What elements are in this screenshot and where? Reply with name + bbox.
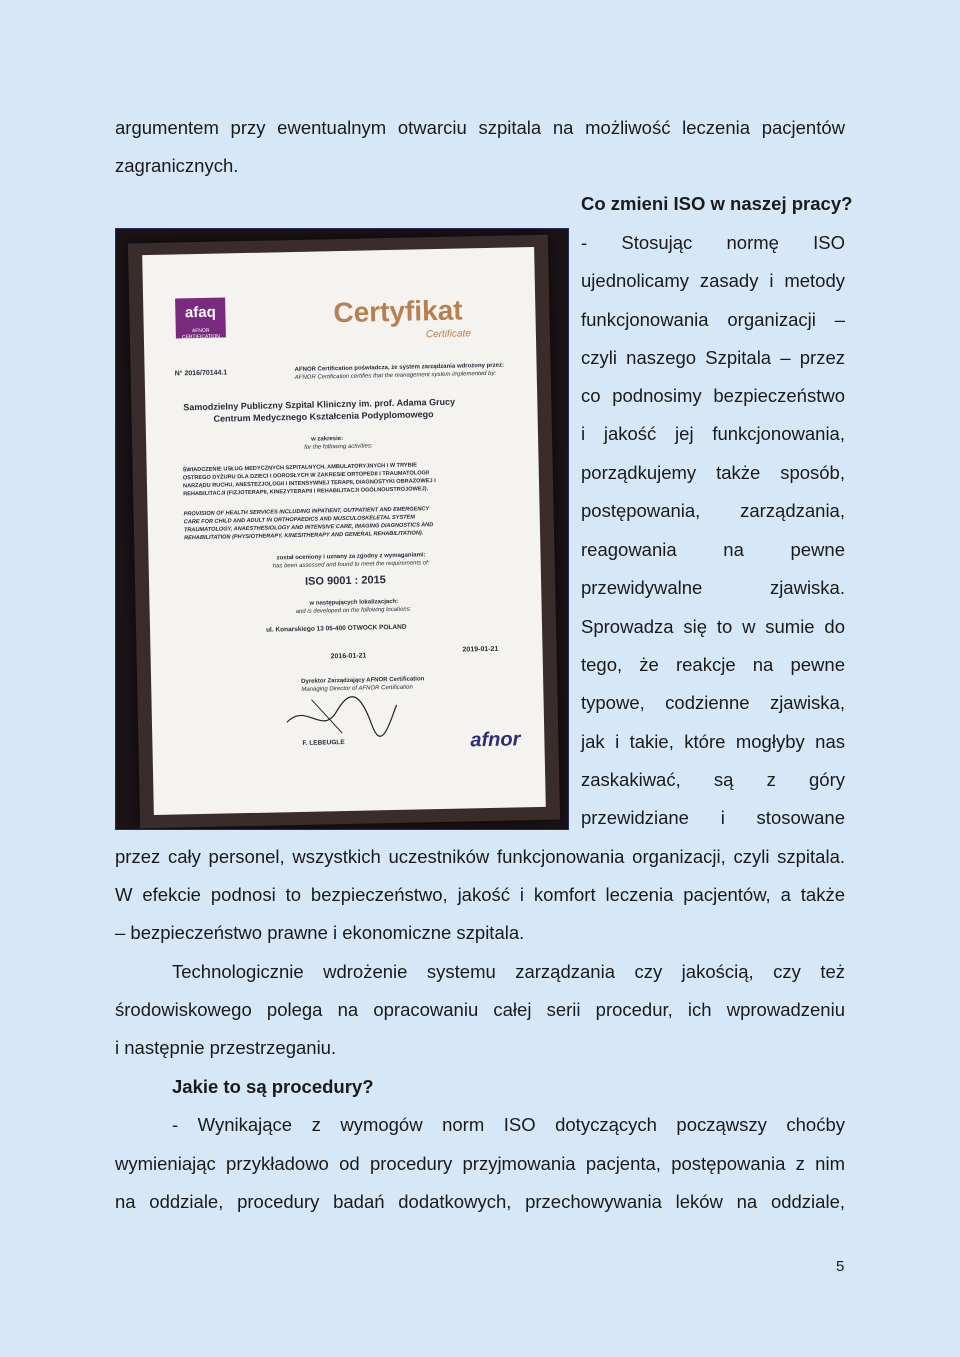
certificate-director-en: Managing Director of AFNOR Certification — [301, 684, 413, 693]
certificate-activity-en: REHABILITATION (PHYSIOTHERAPY, KINESITHERAPY AND GENERAL REHABILITATION). — [184, 530, 424, 542]
certificate-activity-pl: OSTREGO DYŻURU DLA DZIECI I DOROSŁYCH W ZAKRESIE ORTOPEDII I TRAUMATOLOGII — [182, 470, 430, 482]
certificate-document — [142, 247, 546, 815]
body-text-line: zagranicznych. — [115, 155, 239, 176]
column-text-line: Sprowadza się to w sumie do — [581, 616, 845, 637]
column-text-line: tego, że reakcje na pewne — [581, 654, 845, 675]
certificate-intro-en: AFNOR Certification certifies that the management system implemented by: — [294, 370, 497, 381]
certificate-number: N° 2016/70144.1 — [174, 369, 228, 378]
certificate-assessed-en: has been assessed and found to meet the requirements of: — [272, 560, 430, 570]
signature-icon — [281, 690, 402, 743]
body-text-line: przez cały personel, wszystkich uczestników funkcjonowania organizacji, czyli szpitala. — [115, 846, 845, 867]
column-text-line: co podnosimy bezpieczeństwo — [581, 385, 845, 406]
certificate-activity-en: TRAUMATOLOGY, ANAESTHESIOLOGY AND INTENSIVE CARE, IMAGING DIAGNOSTICS AND — [183, 522, 434, 534]
certificate-locations: w następujących lokalizacjach: — [309, 598, 399, 607]
certificate-scope-en: for the following activities: — [304, 443, 373, 451]
certificate-director: Dyrektor Zarządzający AFNOR Certification — [301, 676, 425, 685]
column-text-line: zaskakiwać, są z góry — [581, 769, 845, 790]
body-text-line: Technologicznie wdrożenie systemu zarządzania czy jakością, czy też — [172, 961, 845, 982]
column-text-line: przewidziane i stosowane — [581, 807, 845, 828]
column-text-line: i jakość jej funkcjonowania, — [581, 423, 845, 444]
afaq-logo-text: afaq — [184, 303, 216, 322]
certificate-activity-pl: NARZĄDU RUCHU, ANESTEZJOLOGII I INTENSYWNEJ TERAPII, DIAGNOSTYKI OBRAZOWEJ I — [182, 478, 436, 490]
body-text-line: - Wynikające z wymogów norm ISO dotyczących począwszy choćby — [172, 1114, 845, 1135]
body-text-line: – bezpieczeństwo prawne i ekonomiczne szpitala. — [115, 922, 525, 943]
column-text-line: postępowania, zarządzania, — [581, 500, 845, 521]
body-text-line: W efekcie podnosi to bezpieczeństwo, jakość i komfort leczenia pacjentów, a także — [115, 884, 845, 905]
section-heading: Co zmieni ISO w naszej pracy? — [581, 193, 853, 214]
body-text-line: środowiskowego polega na opracowaniu całej serii procedur, ich wprowadzeniu — [115, 999, 845, 1020]
section-heading: Jakie to są procedury? — [172, 1076, 374, 1097]
certificate-signatory: F. LEBEUGLE — [302, 739, 345, 747]
certificate-address: ul. Konarskiego 13 05-400 OTWOCK POLAND — [265, 623, 407, 634]
certificate-activity-en: PROVISION OF HEALTH SERVICES INCLUDING INPATIENT, OUTPATIENT AND EMERGENCY — [183, 506, 430, 518]
column-text-line: czyli naszego Szpitala – przez — [581, 347, 845, 368]
column-text-line: funkcjonowania organizacji – — [581, 309, 845, 330]
body-text-line: i następnie przestrzeganiu. — [115, 1037, 337, 1058]
certificate-standard: ISO 9001 : 2015 — [304, 574, 386, 588]
certificate-assessed: został oceniony i uznany za zgodny z wymaganiami: — [276, 552, 426, 562]
afaq-logo — [175, 297, 226, 341]
body-text-line: na oddziale, procedury badań dodatkowych, przechowywania leków na oddziale, — [115, 1191, 845, 1212]
column-text-line: reagowania na pewne — [581, 539, 845, 560]
certificate-intro: AFNOR Certification poświadcza, że system zarządzania wdrożony przez: — [294, 362, 505, 373]
certificate-activity-en: CARE FOR CHILD AND ADULT IN ORTHOPAEDICS AND MUSCULOSKELETAL SYSTEM — [183, 514, 416, 526]
body-text-line: wymieniając przykładowo od procedury przyjmowania pacjenta, postępowania z nim — [115, 1153, 845, 1174]
afnor-logo: afnor — [470, 728, 521, 752]
certificate-activity-pl: ŚWIADCZENIE USŁUG MEDYCZNYCH SZPITALNYCH, AMBULATORYJNYCH I W TRYBIE — [182, 462, 418, 474]
certificate-frame — [128, 235, 560, 829]
certificate-scope: w zakresie: — [311, 435, 344, 443]
column-text-line: jak i takie, które mogłyby nas — [581, 731, 845, 752]
certificate-valid-from: 2016-01-21 — [330, 652, 367, 661]
column-text-line: przewidywalne zjawiska. — [581, 577, 845, 598]
column-text-line: typowe, codzienne zjawiska, — [581, 692, 845, 713]
column-text-line: porządkujemy także sposób, — [581, 462, 845, 483]
certificate-title: Certyfikat — [333, 294, 463, 329]
certificate-org-name-2: Centrum Medycznego Kształcenia Podyplomowego — [213, 409, 434, 424]
certificate-activity-pl: REHABILITACJI (FIZJOTERAPII, KINEZYTERAPII I REHABILITACJI OGÓLNOUSTROJOWEJ). — [183, 486, 429, 498]
certificate-valid-to: 2019-01-21 — [462, 645, 499, 654]
certificate-org-name: Samodzielny Publiczny Szpital Kliniczny im. prof. Adama Grucy — [183, 396, 456, 413]
body-text-line: argumentem przy ewentualnym otwarciu szpitala na możliwość leczenia pacjentów — [115, 117, 845, 138]
column-text-line: ujednolicamy zasady i metody — [581, 270, 845, 291]
page-number: 5 — [836, 1258, 845, 1275]
certificate-locations-en: and is developed on the following locations: — [295, 606, 412, 616]
column-text-line: - Stosując normę ISO — [581, 232, 845, 253]
afaq-logo-sub: AFNOR CERTIFICATION — [181, 327, 220, 341]
certificate-photo — [115, 228, 569, 830]
certificate-subtitle: Certificate — [425, 328, 472, 341]
